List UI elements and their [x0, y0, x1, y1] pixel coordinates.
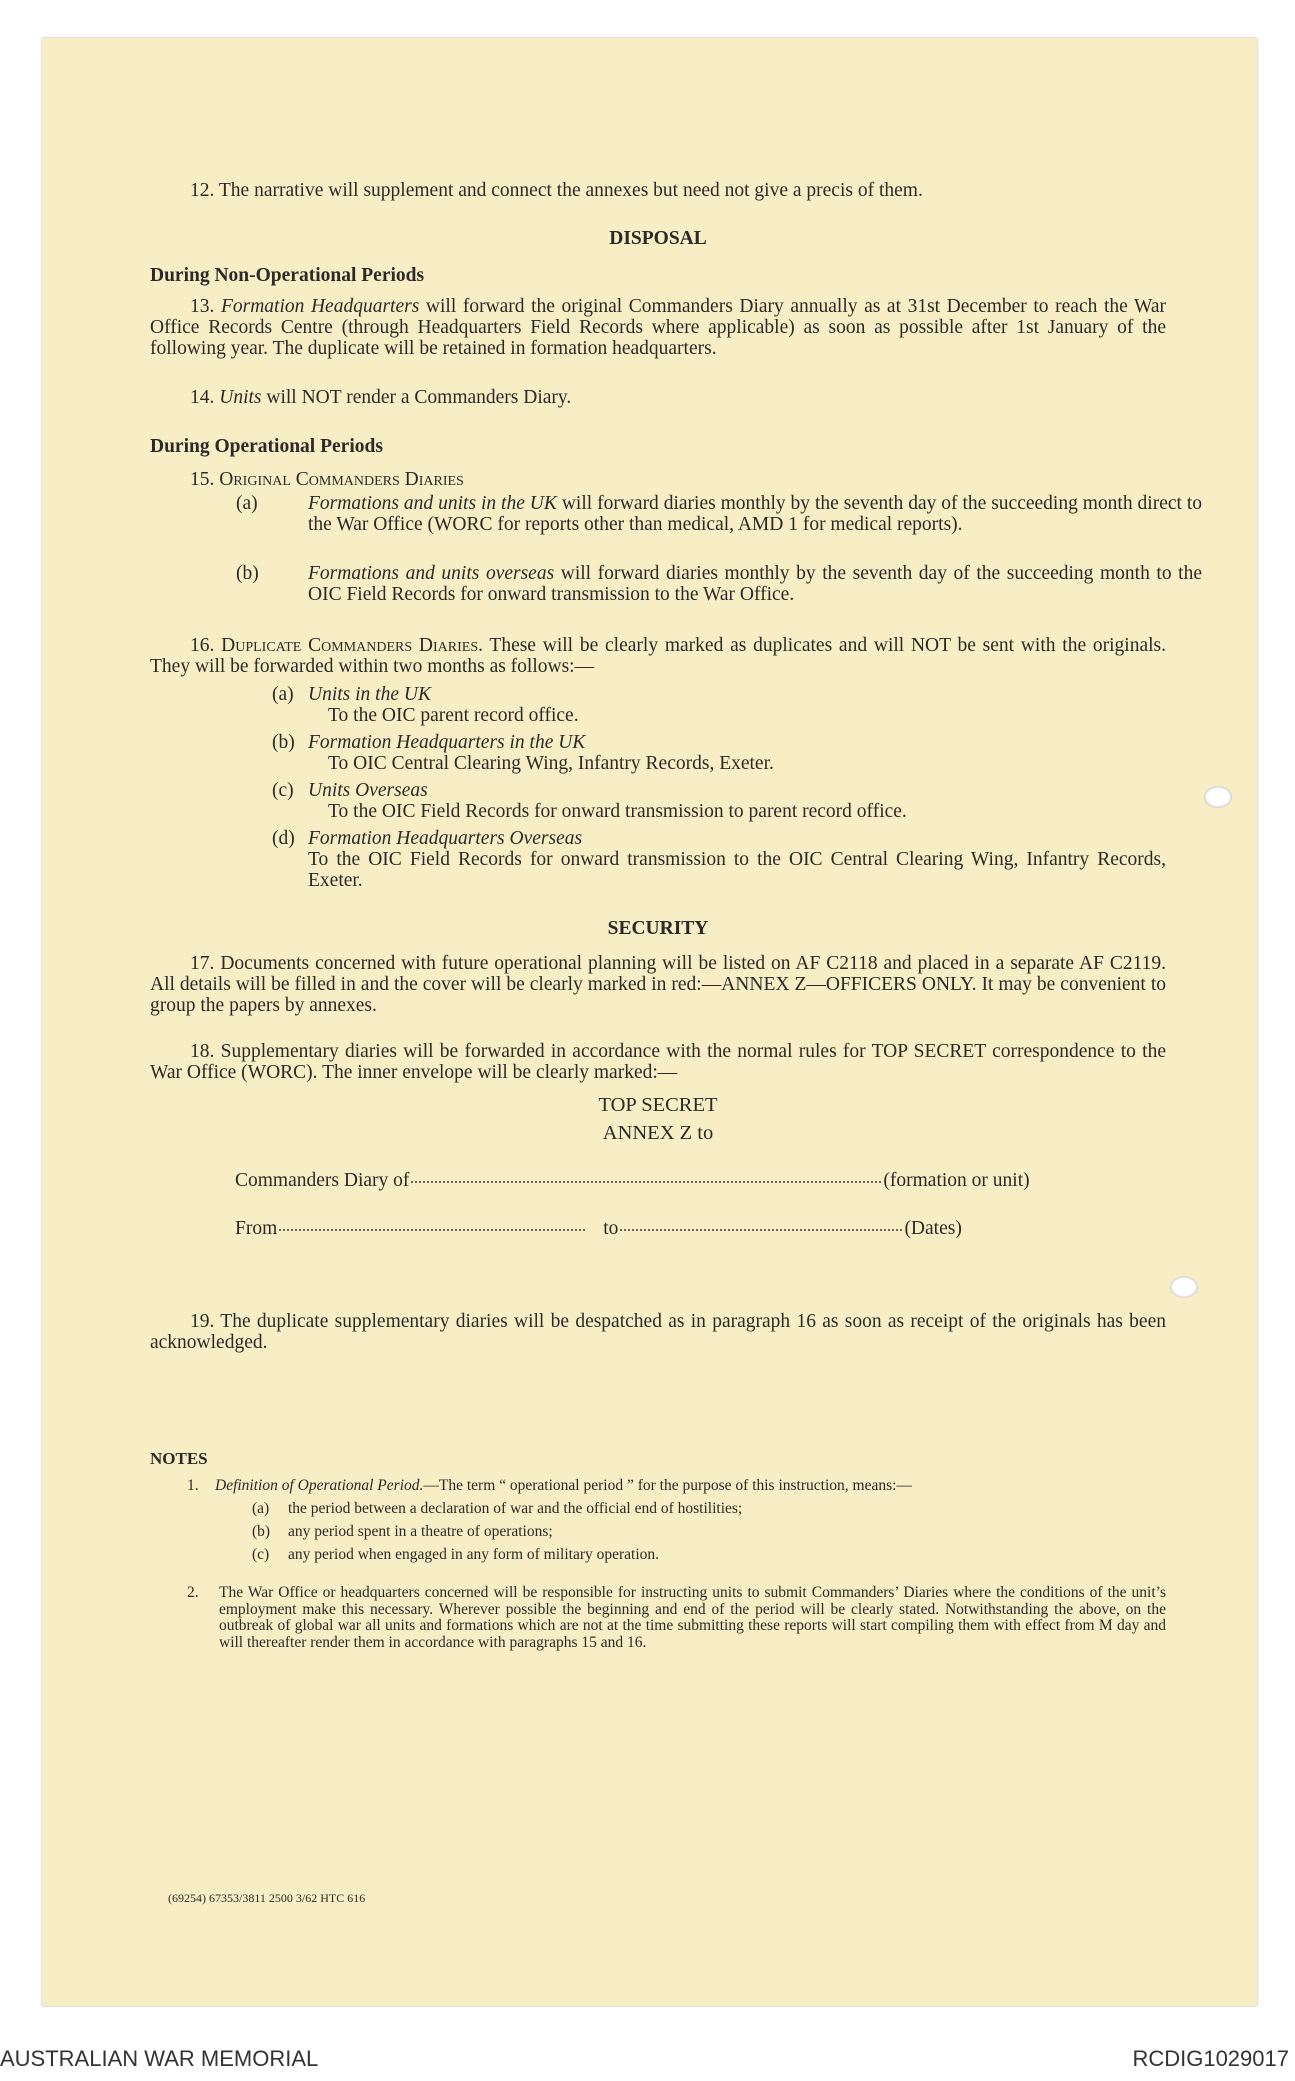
form-diary-line: Commanders Diary of (formation or unit): [235, 1170, 1030, 1191]
paragraph-15a: (a) Formations and units in the UK will forward diaries monthly by the seventh day of the succeeding month direct to the War Office (WORC for reports other than medical, AMD 1 for medical reports).: [236, 493, 1203, 535]
annex-z-marking: ANNEX Z to: [602, 1122, 714, 1144]
disposal-heading: DISPOSAL: [609, 228, 707, 249]
paragraph-16b: (b) Formation Headquarters in the UK To OIC Central Clearing Wing, Infantry Records, Exeter.: [272, 732, 774, 774]
paragraph-13: 13. Formation Headquarters will forward the original Commanders Diary annually as at 31st December to reach the War Office Records Centre (through Headquarters Field Records where applicable) as soon as possible after 1st January of the following year. The duplicate will be retained in formation headquarters.: [150, 296, 1166, 359]
fill-in-dots: [279, 1229, 585, 1231]
paragraph-16a: (a) Units in the UK To the OIC parent record office.: [272, 684, 579, 726]
fill-in-dots: [620, 1229, 902, 1231]
notes-heading: NOTES: [150, 1449, 208, 1468]
top-secret-marking: TOP SECRET: [598, 1094, 718, 1116]
archive-caption-right: RCDIG1029017: [1132, 2046, 1289, 2071]
paragraph-15b: (b) Formations and units overseas will forward diaries monthly by the seventh day of the succeeding month to the OIC Field Records for onward transmission to the War Office.: [236, 563, 1202, 605]
paragraph-12: 12. The narrative will supplement and connect the annexes but need not give a precis of them.: [190, 180, 923, 201]
note-1: 1. Definition of Operational Period.—The term “ operational period ” for the purpose of this instruction, means:—: [187, 1477, 912, 1494]
paragraph-14: 14. Units will NOT render a Commanders Diary.: [190, 387, 572, 408]
operational-heading: During Operational Periods: [150, 436, 383, 457]
punch-hole: [1204, 786, 1232, 808]
paragraph-19: 19. The duplicate supplementary diaries will be despatched as in paragraph 16 as soon as receipt of the originals has been acknowledged.: [150, 1311, 1166, 1353]
note-1b: (b) any period spent in a theatre of operations;: [252, 1523, 553, 1540]
punch-hole: [1170, 1276, 1198, 1298]
paragraph-16d: (d) Formation Headquarters Overseas To the OIC Field Records for onward transmission to the OIC Central Clearing Wing, Infantry Records, Exeter.: [272, 828, 1166, 891]
note-1c: (c) any period when engaged in any form of military operation.: [252, 1546, 660, 1563]
paragraph-16c: (c) Units Overseas To the OIC Field Records for onward transmission to parent record office.: [272, 780, 907, 822]
document-page: [42, 38, 1257, 2006]
archive-caption-left: AUSTRALIAN WAR MEMORIAL: [0, 2046, 319, 2071]
paragraph-17: 17. Documents concerned with future operational planning will be listed on AF C2118 and placed in a separate AF C2119. All details will be filled in and the cover will be clearly marked in red:—ANNEX Z—OFFICERS ONLY. It may be convenient to group the papers by annexes.: [150, 953, 1166, 1016]
note-1a: (a) the period between a declaration of war and the official end of hostilities;: [252, 1500, 743, 1517]
paragraph-18: 18. Supplementary diaries will be forwarded in accordance with the normal rules for TOP SECRET correspondence to the War Office (WORC). The inner envelope will be clearly marked:—: [150, 1041, 1166, 1083]
print-code: (69254) 67353/3811 2500 3/62 HTC 616: [168, 1891, 366, 1905]
non-operational-heading: During Non-Operational Periods: [150, 265, 425, 286]
fill-in-dots: [411, 1181, 881, 1183]
paragraph-15: 15. Original Commanders Diaries: [190, 469, 464, 490]
note-2: 2. The War Office or headquarters concerned will be responsible for instructing units to submit Commanders’ Diaries where the conditions of the unit’s employment make this necessary. Wherever possible the beginning and end of the period will be clearly stated. Notwithstanding the above, on the outbreak of global war all units and formations which are not at the time submitting these reports will start compiling them with effect from M day and will thereafter render them in accordance with paragraphs 15 and 16.: [187, 1584, 1166, 1651]
form-dates-line: From to (Dates): [235, 1218, 962, 1239]
security-heading: SECURITY: [607, 918, 709, 939]
paragraph-16: 16. Duplicate Commanders Diaries. These will be clearly marked as duplicates and will NOT be sent with the originals. They will be forwarded within two months as follows:—: [150, 635, 1166, 677]
